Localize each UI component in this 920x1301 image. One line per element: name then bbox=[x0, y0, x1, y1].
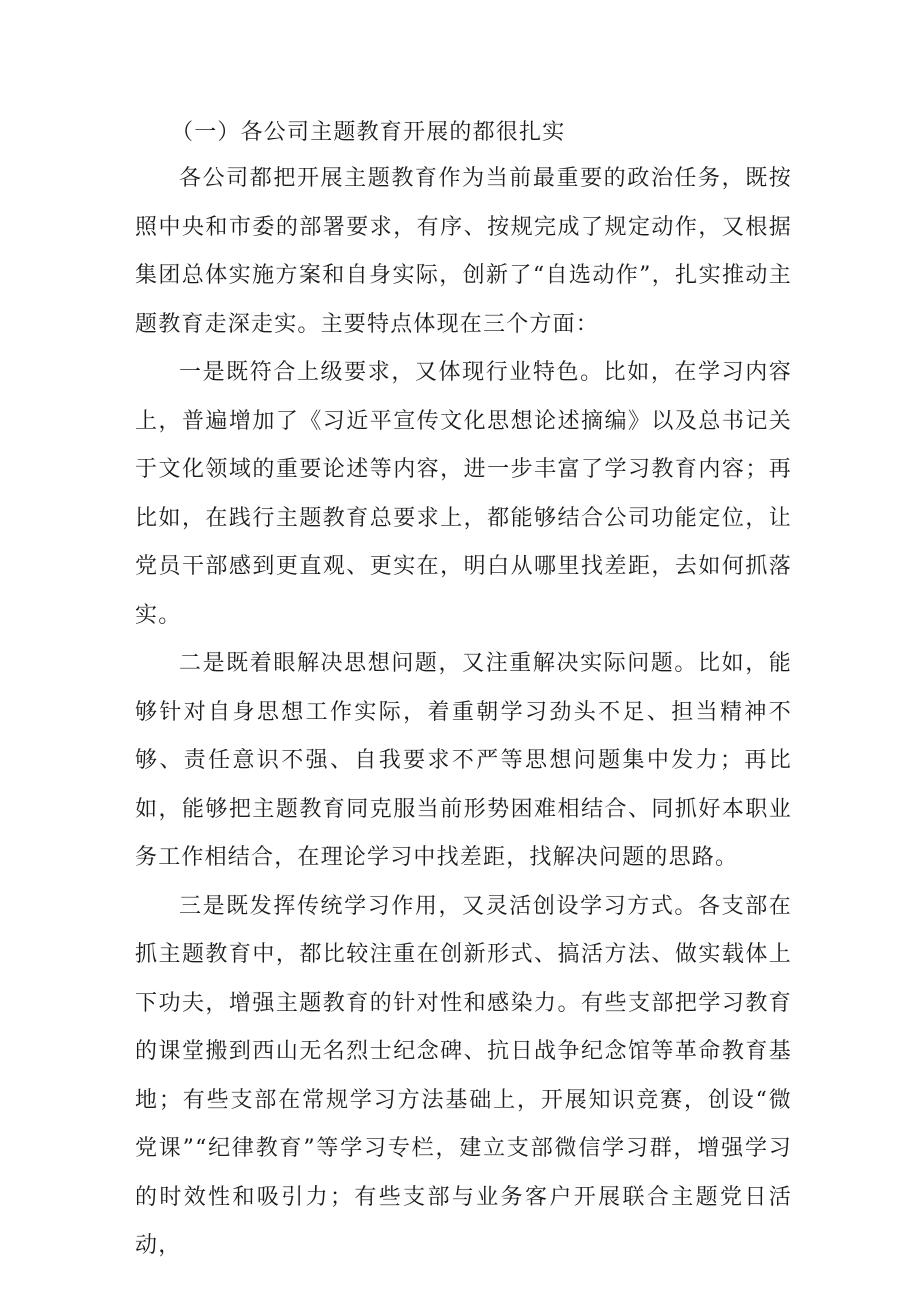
paragraph-point-two: 二是既着眼解决思想问题，又注重解决实际问题。比如，能够针对自身思想工作实际，着重朝学习劲头不足、担当精神不够、责任意识不强、自我要求不严等思想问题集中发力；再比如，能够把主题教育同克服当前形势困难相结合、同抓好本职业务工作相结合，在理论学习中找差距，找解决问题的思路。 bbox=[135, 651, 792, 870]
paragraph-point-one: 一是既符合上级要求，又体现行业特色。比如，在学习内容上，普遍增加了《习近平宣传文化思想论述摘编》以及总书记关于文化领域的重要论述等内容，进一步丰富了学习教育内容；再比如，在践行主题教育总要求上，都能够结合公司功能定位，让党员干部感到更直观、更实在，明白从哪里找差距，去如何抓落实。 bbox=[135, 360, 792, 628]
document-body bbox=[135, 110, 792, 1271]
paragraph-point-three: 三是既发挥传统学习作用，又灵活创设学习方式。各支部在抓主题教育中，都比较注重在创新形式、搞活方法、做实载体上下功夫，增强主题教育的针对性和感染力。有些支部把学习教育的课堂搬到西山无名烈士纪念碑、抗日战争纪念馆等革命教育基地；有些支部在常规学习方法基础上，开展知识竞赛，创设“微党课”“纪律教育”等学习专栏，建立支部微信学习群，增强学习的时效性和吸引力；有些支部与业务客户开展联合主题党日活动， bbox=[135, 893, 792, 1258]
section-heading: （一）各公司主题教育开展的都很扎实 bbox=[171, 120, 566, 145]
paragraph-intro: 各公司都把开展主题教育作为当前最重要的政治任务，既按照中央和市委的部署要求，有序、按规完成了规定动作，又根据集团总体实施方案和自身实际，创新了“自选动作”，扎实推动主题教育走深走实。主要特点体现在三个方面： bbox=[135, 166, 792, 337]
